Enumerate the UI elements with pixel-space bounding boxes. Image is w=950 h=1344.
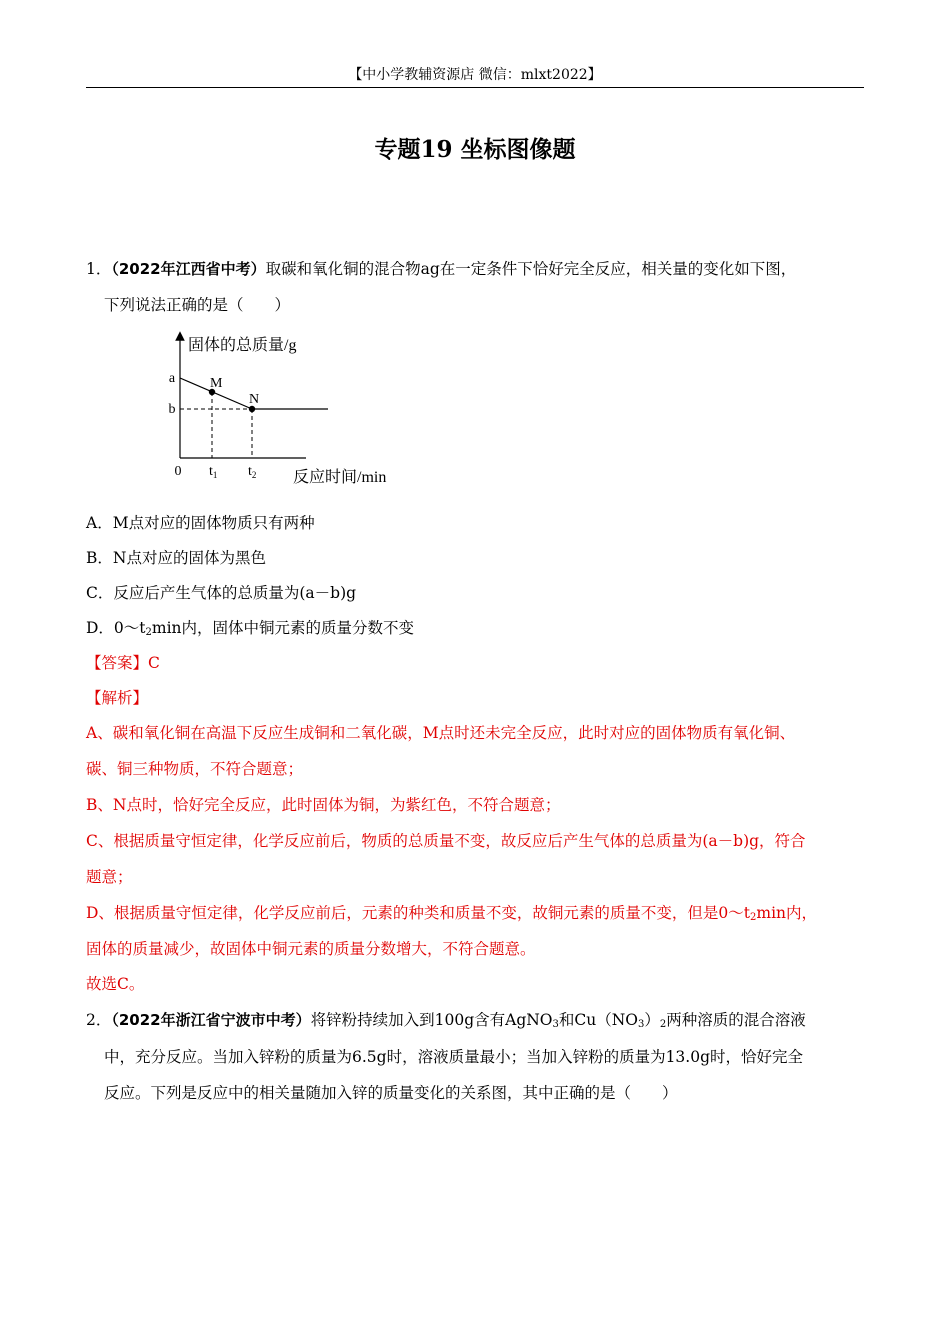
q1-analysis-a-2: 碳、铜三种物质，不符合题意； (86, 760, 304, 778)
x-tick-label-t1: $t_1$ (209, 464, 218, 480)
q2-source: （2022年浙江省宁波市中考） (111, 1011, 311, 1029)
q1-chart (166, 330, 406, 490)
q1-analysis-c-2: 题意； (86, 868, 133, 886)
q1-option-c: C．反应后产生气体的总质量为(a－b)g (86, 584, 357, 602)
point-n-label: N (249, 392, 260, 407)
q1-stem-2: 下列说法正确的是（ ） (104, 296, 291, 314)
page-header: 【中小学教辅资源店 微信：mlxt2022】 (348, 67, 602, 83)
q1-number: 1． (86, 260, 112, 278)
q1-option-a: A．M点对应的固体物质只有两种 (86, 514, 315, 532)
q1-source: （2022年江西省中考） (111, 260, 266, 278)
q1-analysis-a-1: A、碳和氧化铜在高温下反应生成铜和二氧化碳，M点时还未完全反应，此时对应的固体物质有氧化铜、 (86, 724, 796, 742)
q1-analysis-label: 【解析】 (86, 689, 149, 707)
header-rule (86, 87, 864, 88)
q1-conclusion: 故选C。 (86, 975, 145, 993)
x-tick-label-t2: $t_2$ (248, 464, 257, 480)
q2-number: 2． (86, 1011, 112, 1029)
q2-stem-line-2: 中，充分反应。当加入锌粉的质量为6.5g时，溶液质量最小；当加入锌粉的质量为13.0g时，恰好完全 (104, 1048, 804, 1066)
page-title: 专题19 坐标图像题 (374, 136, 576, 163)
q1-analysis-d-1: D、根据质量守恒定律，化学反应前后，元素的种类和质量不变，故铜元素的质量不变，但是$0\sim t_2\min$内， (86, 904, 818, 923)
y-axis-label: 固体的总质量/g (188, 337, 297, 354)
q1-analysis-c-1: C、根据质量守恒定律，化学反应前后，物质的总质量不变，故反应后产生气体的总质量为(a－b)g，符合 (86, 832, 806, 850)
y-tick-label-b: b (168, 402, 176, 417)
q1-answer: 【答案】C (86, 654, 160, 672)
q2-stem-line-1: 2．（2022年浙江省宁波市中考）将锌粉持续加入到100g含有AgNO$_3$和$Cu(NO_3)_2$两种溶质的混合溶液 (86, 1011, 806, 1030)
q1-analysis-b: B、N点时，恰好完全反应，此时固体为铜，为紫红色，不符合题意； (86, 796, 561, 814)
q1-option-d: D．$0\sim t_2\min$内，固体中铜元素的质量分数不变 (86, 619, 415, 638)
q1-stem-1: 取碳和氧化铜的混合物ag在一定条件下恰好完全反应，相关量的变化如下图， (265, 260, 797, 278)
y-tick-label-a: a (168, 371, 176, 386)
q1-option-b: B．N点对应的固体为黑色 (86, 549, 266, 567)
q1-stem-line-1 (86, 258, 796, 280)
x-axis-label: 反应时间/min (293, 469, 387, 486)
point-m-label: M (210, 376, 223, 391)
q2-stem-line-3: 反应。下列是反应中的相关量随加入锌的质量变化的关系图，其中正确的是（ ） (104, 1084, 678, 1102)
q1-analysis-d-2: 固体的质量减少，故固体中铜元素的质量分数增大，不符合题意。 (86, 940, 536, 958)
origin-label: 0 (174, 464, 182, 479)
